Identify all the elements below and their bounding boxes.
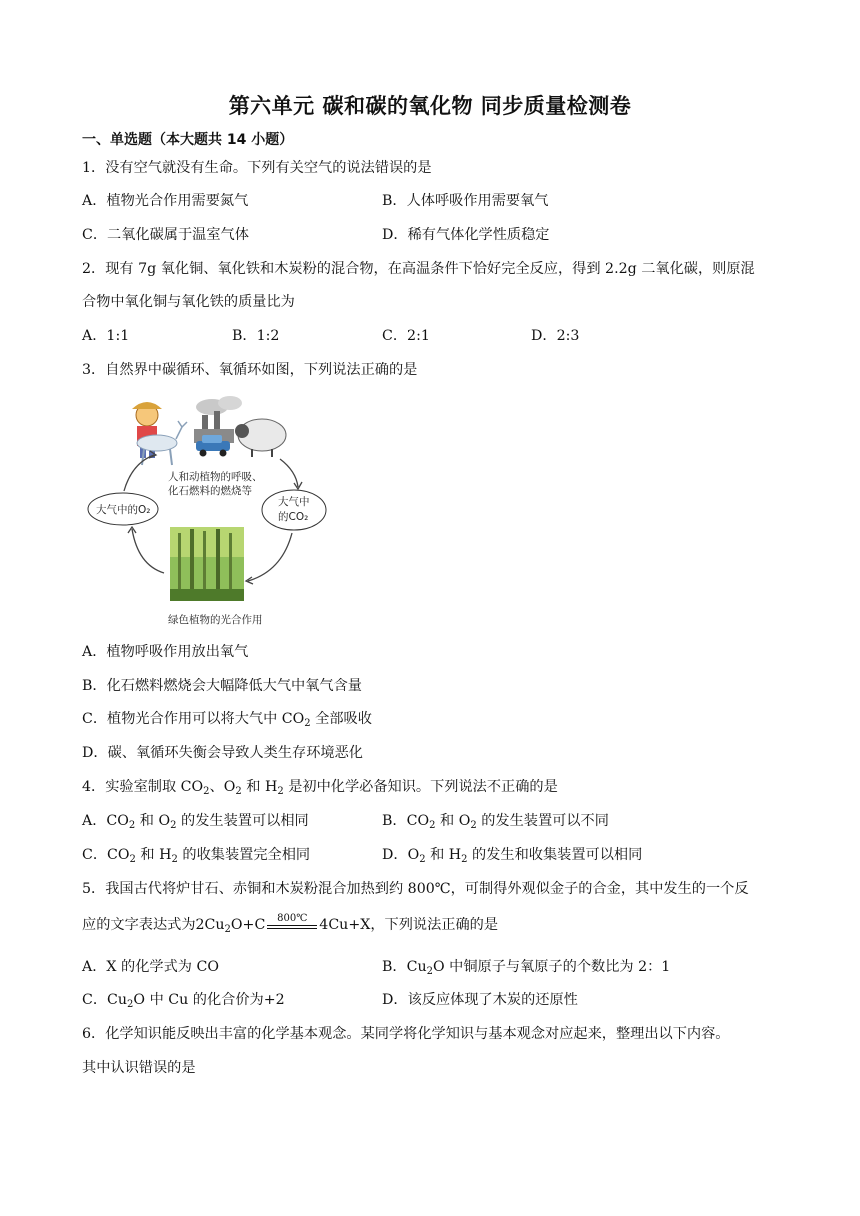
arrow-life-to-co2 — [280, 459, 298, 487]
q5-option-d: D．该反应体现了木炭的还原性 — [382, 992, 578, 1008]
q1-option-d: D．稀有气体化学性质稳定 — [382, 227, 550, 243]
o2-label: 大气中的O₂ — [96, 504, 151, 516]
carbon-oxygen-cycle-diagram — [82, 393, 342, 631]
page-title: 第六单元 碳和碳的氧化物 同步质量检测卷 — [228, 94, 632, 118]
q3-option-c: C．植物光合作用可以将大气中 $CO_2$ 全部吸收 — [82, 711, 372, 729]
q5-equation: $2Cu_2O+C$ 800℃ 4Cu+X — [195, 913, 371, 935]
photosynthesis-label: 绿色植物的光合作用 — [168, 614, 263, 626]
arrow-co2-to-plants — [248, 533, 292, 581]
q3-option-b: B．化石燃料燃烧会大幅降低大气中氧气含量 — [82, 678, 362, 694]
q2-option-c: C．2:1 — [382, 328, 430, 344]
respiration-label-1: 人和动植物的呼吸、 — [168, 471, 263, 483]
q1-option-a: A．植物光合作用需要氮气 — [82, 193, 249, 209]
q2-option-b: B．1:2 — [232, 328, 280, 344]
q2-option-d: D．2:3 — [531, 328, 580, 344]
q4-option-a: A．$CO_2$ 和 $O_2$ 的发生装置可以相同 — [82, 813, 309, 831]
respiration-label-2: 化石燃料的燃烧等 — [168, 485, 252, 497]
q3-option-d: D．碳、氧循环失衡会导致人类生存环境恶化 — [82, 745, 363, 761]
q4-option-c: C．$CO_2$ 和 $H_2$ 的收集装置完全相同 — [82, 847, 311, 865]
reaction-arrow: 800℃ — [267, 915, 317, 935]
sheep-illustration — [235, 419, 286, 457]
q5-stem-line2: 应的文字表达式为$2Cu_2O+C$ 800℃ 4Cu+X，下列说法正确的是 — [82, 913, 499, 935]
q1-option-b: B．人体呼吸作用需要氧气 — [382, 193, 549, 209]
q1-option-c: C．二氧化碳属于温室气体 — [82, 227, 249, 243]
q3-stem: 3．自然界中碳循环、氧循环如图，下列说法正确的是 — [82, 362, 418, 378]
q5-option-a: A．X 的化学式为 CO — [82, 959, 219, 975]
q4-stem: 4．实验室制取 $CO_2$、$O_2$ 和 $H_2$ 是初中化学必备知识。下列说法不正确的是 — [82, 779, 558, 797]
q6-stem-line2: 其中认识错误的是 — [82, 1060, 196, 1076]
section-heading: 一、单选题（本大题共 14 小题） — [82, 132, 294, 148]
q4-option-b: B．$CO_2$ 和 $O_2$ 的发生装置可以不同 — [382, 813, 609, 831]
q5-option-b: B．$Cu_2O$ 中铜原子与氧原子的个数比为 2：1 — [382, 959, 671, 977]
q4-option-d: D．$O_2$ 和 $H_2$ 的发生和收集装置可以相同 — [382, 847, 643, 865]
q3-option-a: A．植物呼吸作用放出氧气 — [82, 644, 249, 660]
forest-photo — [170, 527, 244, 601]
arrow-plants-to-o2 — [132, 529, 164, 573]
q1-stem: 1．没有空气就没有生命。下列有关空气的说法错误的是 — [82, 160, 432, 176]
arrow-o2-to-life — [124, 455, 154, 491]
q2-stem-line1: 2．现有 7g 氧化铜、氧化铁和木炭粉的混合物，在高温条件下恰好完全反应，得到 2.2g 二氧化碳，则原混 — [82, 261, 755, 277]
co2-label-2: 的CO₂ — [278, 511, 309, 523]
co2-label-1: 大气中 — [278, 496, 310, 508]
q2-stem-line2: 合物中氧化铜与氧化铁的质量比为 — [82, 294, 295, 310]
q6-stem-line1: 6．化学知识能反映出丰富的化学基本观念。某同学将化学知识与基本观念对应起来，整理出以下内容。 — [82, 1026, 730, 1042]
q5-option-c: C．$Cu_2O$ 中 Cu 的化合价为+2 — [82, 992, 285, 1010]
q5-stem-line1: 5．我国古代将炉甘石、赤铜和木炭粉混合加热到约 800℃，可制得外观似金子的合金，其中发生的一个反 — [82, 881, 749, 897]
q2-option-a: A．1:1 — [82, 328, 130, 344]
